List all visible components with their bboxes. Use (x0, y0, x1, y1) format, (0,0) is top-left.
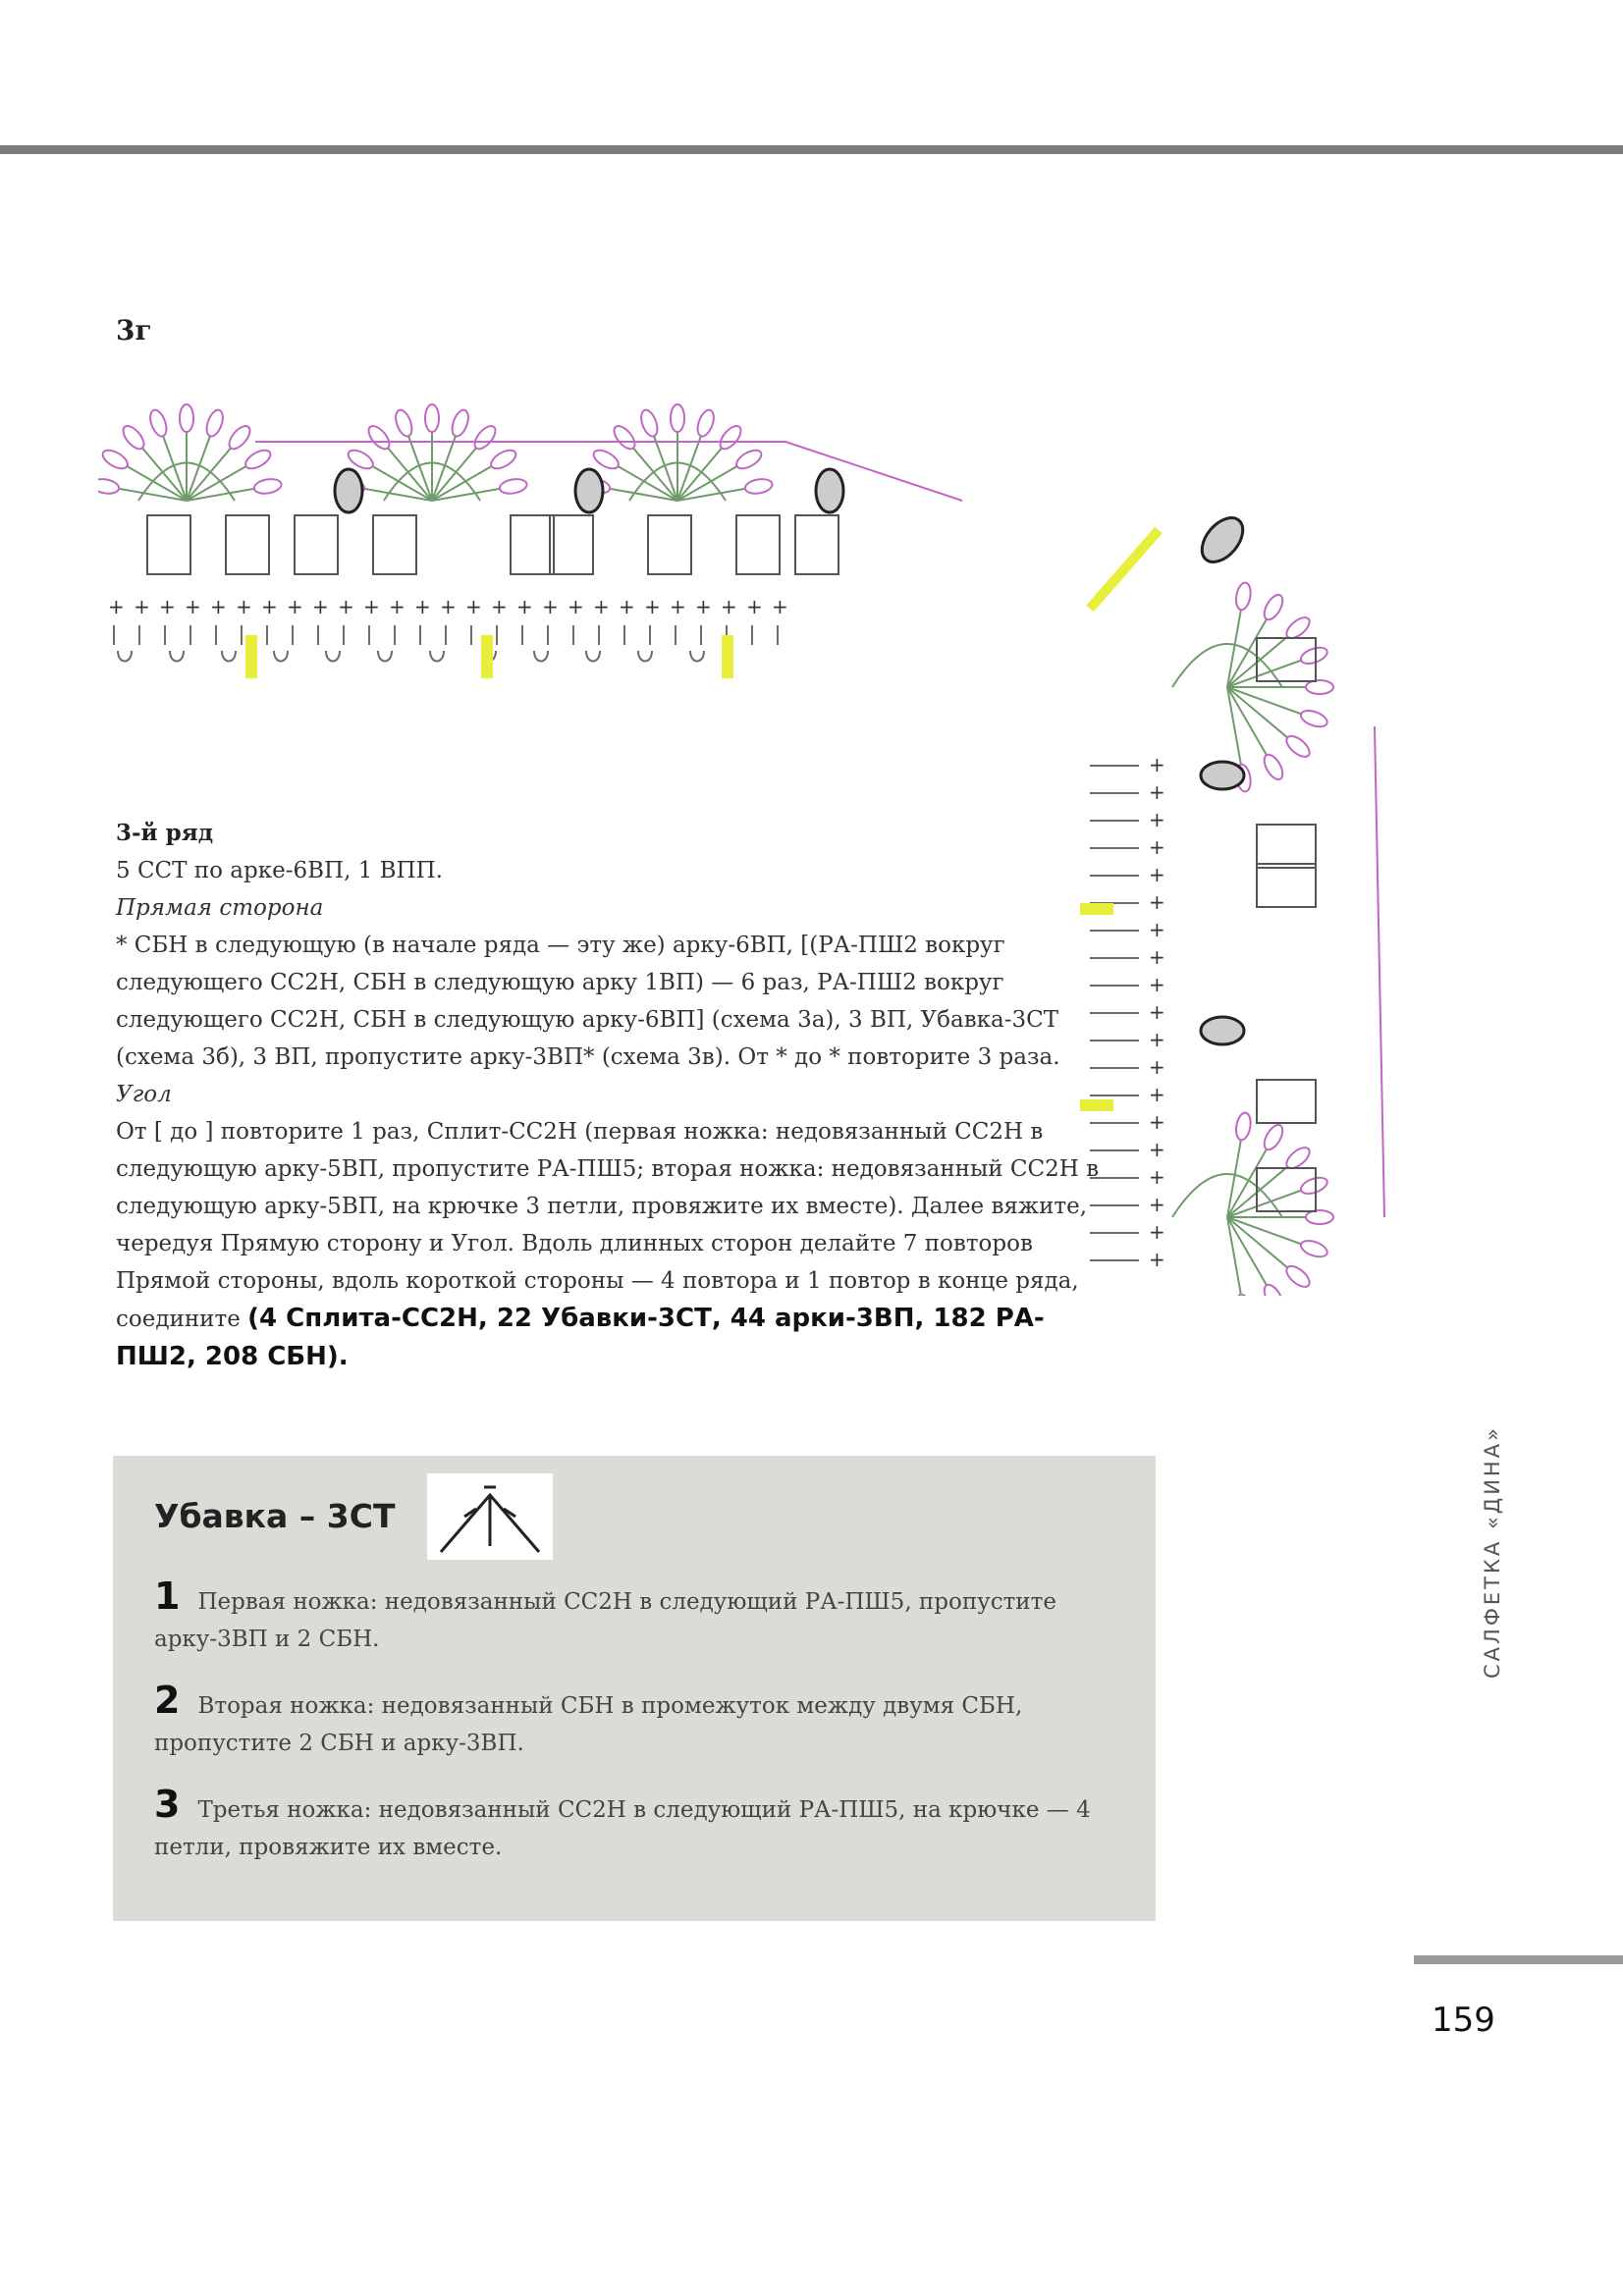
side-cluster-box (1257, 638, 1316, 681)
puff-stitch (335, 469, 362, 512)
side-plus: + (1149, 1110, 1165, 1134)
fan-stitch (388, 448, 432, 501)
cluster-box (795, 515, 839, 574)
hook-mark (222, 651, 236, 662)
side-cluster-box (1257, 1168, 1316, 1211)
side-cluster-box (1257, 1080, 1316, 1123)
hook-mark (378, 651, 392, 662)
picot-petal (671, 404, 684, 432)
straight-side-text: * СБН в следующую (в начале ряда — эту же) арку-6ВП, [(РА-ПШ2 вокруг следующего СС2Н, СБН в следующую арку 1ВП) — 6 раз, РА-ПШ2 вокруг следующего СС2Н, СБН в следующую арку-6ВП] (схема 3а), 3 ВП, Убавка-3СТ (схема 3б), 3 ВП, пропустите арку-3ВП* (схема 3в). От * до * повторите 3 раза. (116, 933, 1060, 1070)
step-3 (154, 1783, 1097, 1866)
corner-text-body: От [ до ] повторите 1 раз, Сплит-СС2Н (первая ножка: недовязанный СС2Н в следующую арку-5ВП, пропустите РА-ПШ5; вторая ножка: недовязанный СС2Н в следующую арку-5ВП, на крючке 3 петли, провяжите их вместе). Далее вяжите, чередуя Прямую сторону и Угол. Вдоль длинных сторон делайте 7 повторов Прямой стороны, вдоль короткой стороны — 4 повтора и 1 повтор в конце ряда, соедините (116, 1119, 1100, 1332)
picot-petal (1299, 1174, 1329, 1197)
picot-petal (1306, 1210, 1333, 1224)
cluster-box (648, 515, 691, 574)
picot-petal (611, 422, 639, 452)
side-plus: + (1149, 1193, 1165, 1216)
side-plus: + (1149, 808, 1165, 831)
stitch-plus: + (670, 595, 686, 618)
picot-petal (203, 408, 226, 439)
side-plus: + (1149, 1028, 1165, 1051)
picot-petal (100, 447, 131, 472)
picot-petal (120, 422, 148, 452)
stitch-plus: + (389, 595, 406, 618)
hook-mark (118, 651, 132, 662)
hook-mark (170, 651, 184, 662)
stitch-plus: + (619, 595, 635, 618)
picot-petal (180, 404, 193, 432)
stitch-plus: + (568, 595, 584, 618)
corner-text (116, 1113, 1117, 1376)
stitch-plus: + (644, 595, 661, 618)
picot-petal (243, 447, 273, 472)
side-plus: + (1149, 945, 1165, 969)
picot-petal (1283, 732, 1313, 761)
picot-petal (98, 477, 120, 496)
side-plus: + (1149, 1055, 1165, 1079)
page-number: 159 (1432, 2001, 1495, 2040)
hook-mark (586, 651, 600, 662)
instructions (116, 815, 1117, 1376)
side-plus: + (1149, 890, 1165, 914)
stitch-plus: + (465, 595, 482, 618)
step-text: Первая ножка: недовязанный СС2Н в следующий РА-ПШ5, пропустите арку-3ВП и 2 СБН. (154, 1589, 1056, 1652)
row-title: 3-й ряд (116, 820, 214, 846)
picot-petal (393, 408, 415, 439)
straight-side-heading: Прямая сторона (116, 895, 324, 921)
fan-stitch (1227, 687, 1287, 737)
step-text: Третья ножка: недовязанный СС2Н в следующий РА-ПШ5, на крючке — 4 петли, провяжите их вместе. (154, 1797, 1091, 1860)
picot-petal (471, 422, 500, 452)
step-text: Вторая ножка: недовязанный СБН в промежуток между двумя СБН, пропустите 2 СБН и арку-3ВП. (154, 1693, 1023, 1756)
hook-mark (534, 651, 548, 662)
stitch-plus: + (516, 595, 533, 618)
cluster-box (550, 515, 593, 574)
puff-stitch (575, 469, 603, 512)
highlight-mark (722, 635, 733, 678)
stitch-plus: + (542, 595, 559, 618)
picot-petal (694, 408, 717, 439)
highlight-mark (245, 635, 257, 678)
picot-petal (744, 477, 774, 496)
decrease-symbol-icon (427, 1473, 553, 1560)
picot-petal (1261, 592, 1286, 622)
row-summary: (4 Сплита-СС2Н, 22 Убавки-3СТ, 44 арки-3ВП, 182 РА-ПШ2, 208 СБН). (116, 1304, 1045, 1371)
step-2 (154, 1679, 1097, 1762)
stitch-plus: + (338, 595, 354, 618)
picot-petal (717, 422, 745, 452)
side-cluster-box (1257, 864, 1316, 907)
picot-petal (1234, 1294, 1253, 1296)
picot-petal (1306, 680, 1333, 694)
side-plus: + (1149, 973, 1165, 996)
figure-label: 3г (116, 314, 152, 347)
side-plus: + (1149, 1248, 1165, 1271)
fan-stitch (677, 448, 722, 501)
step-number: 2 (154, 1679, 181, 1722)
stitch-plus: + (772, 595, 788, 618)
picot-petal (1299, 644, 1329, 667)
stitch-plus: + (593, 595, 610, 618)
stitch-plus: + (185, 595, 201, 618)
side-plus: + (1149, 753, 1165, 776)
fan-stitch (1227, 1217, 1287, 1267)
side-plus: + (1149, 1220, 1165, 1244)
side-cluster-box (1257, 825, 1316, 868)
picot-petal (1261, 1282, 1286, 1296)
stitch-plus: + (261, 595, 278, 618)
side-plus: + (1149, 863, 1165, 886)
cluster-box (295, 515, 338, 574)
fan-stitch (142, 448, 187, 501)
stitch-plus: + (287, 595, 303, 618)
corner-split-highlight (1090, 530, 1159, 609)
side-plus: + (1149, 1000, 1165, 1024)
stitch-plus: + (210, 595, 227, 618)
puff-stitch-side (1201, 1017, 1244, 1044)
hook-mark (326, 651, 340, 662)
picot-petal (1234, 1111, 1253, 1141)
picot-petal (638, 408, 661, 439)
side-plus: + (1149, 780, 1165, 804)
stitch-plus: + (134, 595, 150, 618)
puff-stitch-side (1201, 762, 1244, 789)
fan-stitch (432, 448, 476, 501)
side-plus: + (1149, 1165, 1165, 1189)
stitch-plus: + (108, 595, 125, 618)
side-plus: + (1149, 835, 1165, 859)
side-rule (1414, 1955, 1623, 1964)
side-chain-arc (1375, 726, 1384, 1217)
corner-heading: Угол (116, 1082, 172, 1107)
picot-petal (499, 477, 528, 496)
stitch-plus: + (440, 595, 457, 618)
picot-petal (488, 447, 518, 472)
picot-petal (1234, 581, 1253, 611)
cluster-box (736, 515, 780, 574)
hook-mark (638, 651, 652, 662)
stitch-plus: + (414, 595, 431, 618)
picot-petal (226, 422, 254, 452)
stitch-plus: + (159, 595, 176, 618)
stitch-plus: + (491, 595, 508, 618)
picot-petal (1261, 1122, 1286, 1152)
stitch-plus: + (236, 595, 252, 618)
picot-petal (253, 477, 283, 496)
step-number: 1 (154, 1575, 181, 1618)
hook-mark (690, 651, 704, 662)
cluster-box (147, 515, 190, 574)
step-1 (154, 1577, 1097, 1658)
picot-petal (425, 404, 439, 432)
picot-petal (733, 447, 764, 472)
cluster-box (226, 515, 269, 574)
cluster-box (511, 515, 554, 574)
fan-stitch (1227, 687, 1301, 714)
side-plus: + (1149, 918, 1165, 941)
side-plus: + (1149, 1083, 1165, 1106)
picot-petal (449, 408, 471, 439)
stitch-plus: + (721, 595, 737, 618)
picot-petal (591, 447, 622, 472)
side-plus: + (1149, 1138, 1165, 1161)
corner-puff (1194, 510, 1251, 569)
book-section-label: САЛФЕТКА «ДИНА» (1481, 1425, 1504, 1679)
fan-stitch (1227, 1217, 1301, 1244)
puff-stitch (816, 469, 843, 512)
hook-mark (430, 651, 444, 662)
fan-stitch (187, 448, 231, 501)
top-rule (0, 145, 1623, 154)
highlight-mark (481, 635, 493, 678)
picot-petal (1261, 752, 1286, 782)
picot-petal (365, 422, 394, 452)
stitch-plus: + (746, 595, 763, 618)
box-title: Убавка – 3СТ (154, 1497, 396, 1535)
picot-petal (147, 408, 170, 439)
stitch-plus: + (363, 595, 380, 618)
decrease-info-box (113, 1456, 1156, 1921)
stitch-plus: + (312, 595, 329, 618)
stitch-plus: + (695, 595, 712, 618)
cluster-box (373, 515, 416, 574)
picot-petal (1299, 708, 1329, 730)
picot-petal (1299, 1238, 1329, 1260)
step-number: 3 (154, 1783, 181, 1826)
picot-petal (1283, 1262, 1313, 1291)
row-intro: 5 ССТ по арке-6ВП, 1 ВПП. (116, 858, 443, 883)
fan-stitch (633, 448, 677, 501)
hook-mark (274, 651, 288, 662)
